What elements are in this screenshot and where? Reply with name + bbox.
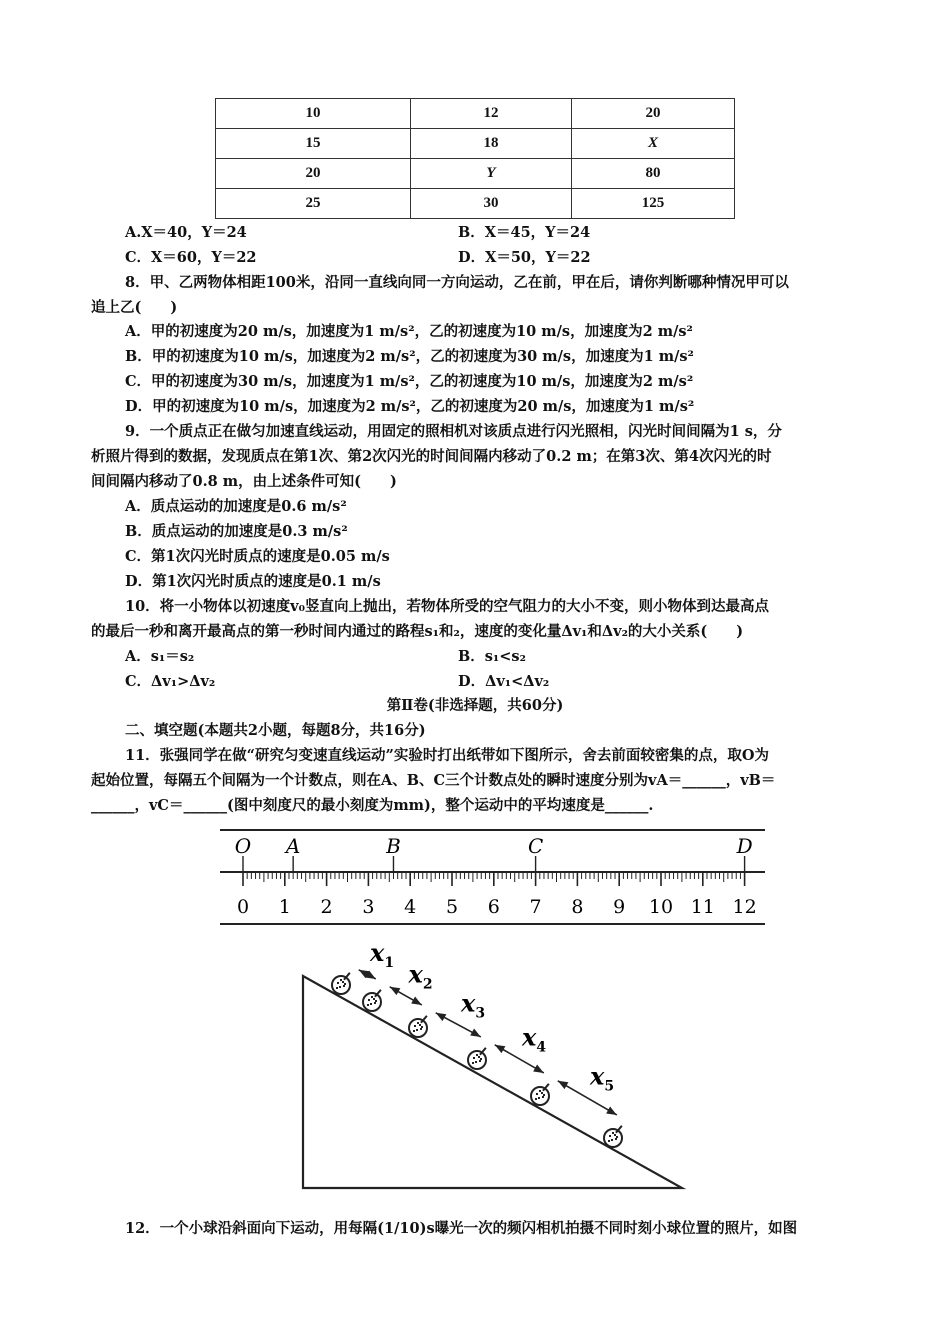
q8-option-a: A．甲的初速度为20 m/s，加速度为1 m/s²，乙的初速度为10 m/s，加速度为2 m/s² — [125, 323, 693, 340]
ruler-number: 1 — [278, 896, 291, 918]
ruler-number: 2 — [320, 896, 333, 918]
ruler-number: 4 — [404, 896, 417, 918]
distance-arrow — [558, 1062, 617, 1115]
table-cell: 12 — [411, 99, 572, 129]
distance-label: $x_3$ — [461, 988, 486, 1022]
tape-points — [235, 834, 753, 872]
q8-option-b: B．甲的初速度为10 m/s，加速度为2 m/s²，乙的初速度为30 m/s，加速度为1 m/s² — [125, 348, 694, 365]
distance-label: $x_5$ — [590, 1061, 615, 1095]
incline-triangle — [303, 976, 682, 1188]
ruler-number: 0 — [236, 896, 250, 918]
part2-title: 第Ⅱ卷(非选择题，共60分) — [386, 697, 564, 714]
distance-arrows — [359, 946, 617, 1115]
point-label: O — [234, 834, 252, 858]
distance-arrow — [495, 1023, 547, 1073]
table-cell: 18 — [411, 129, 572, 159]
q7-option-b: B．X＝45，Y＝24 — [458, 224, 591, 241]
q10-option-d: D．Δv₁<Δv₂ — [458, 673, 550, 690]
table-cell: 20 — [216, 159, 411, 189]
ruler-number: 8 — [571, 896, 584, 918]
q10-stem: 10．将一小物体以初速度v₀竖直向上抛出，若物体所受的空气阻力的大小不变，则小物体到达最高点 — [125, 598, 769, 615]
table-cell: 80 — [572, 159, 735, 189]
ball — [332, 973, 350, 994]
ruler-number: 6 — [487, 896, 500, 918]
q10-option-a: A．s₁＝s₂ — [125, 648, 195, 665]
table-cell: 30 — [411, 189, 572, 219]
q10-option-c: C．Δv₁>Δv₂ — [125, 673, 216, 690]
data-table — [215, 98, 735, 219]
q9-option-a: A．质点运动的加速度是0.6 m/s² — [125, 498, 347, 515]
ruler-number: 9 — [613, 896, 626, 918]
q8-option-c: C．甲的初速度为30 m/s，加速度为1 m/s²，乙的初速度为10 m/s，加速度为2 m/s² — [125, 373, 694, 390]
ball — [468, 1048, 486, 1069]
q8-stem-cont: 追上乙( ) — [91, 299, 178, 316]
section-heading: 二、填空题(本题共2小题，每题8分，共16分) — [125, 722, 426, 739]
ruler-numbers — [237, 896, 757, 918]
table-row — [216, 159, 735, 189]
ball — [531, 1084, 549, 1105]
table-cell: 20 — [572, 99, 735, 129]
ruler-number: 3 — [362, 896, 375, 918]
point-label: A — [285, 834, 301, 858]
distance-label: $x_4$ — [522, 1022, 547, 1056]
ruler-number: 5 — [445, 896, 459, 918]
q11-stem-cont: ______，vC＝______(图中刻度尺的最小刻度为mm)，整个运动中的平均速度是______. — [91, 797, 654, 814]
q7-option-c: C．X＝60，Y＝22 — [125, 249, 257, 266]
table-cell: X — [572, 129, 735, 159]
ruler-ticks — [243, 872, 745, 886]
ruler-number: 7 — [529, 896, 542, 918]
distance-label: $x_2$ — [408, 959, 433, 993]
balls — [332, 973, 622, 1147]
q9-stem: 9．一个质点正在做匀加速直线运动，用固定的照相机对该质点进行闪光照相，闪光时间间隔为1 s，分 — [125, 423, 782, 440]
table-row — [216, 99, 735, 129]
table-cell: 10 — [216, 99, 411, 129]
point-label: B — [386, 834, 401, 858]
point-label: C — [527, 834, 544, 858]
q11-stem-cont: 起始位置，每隔五个间隔为一个计数点，则在A、B、C三个计数点处的瞬时速度分别为vA＝______，vB＝ — [91, 772, 776, 789]
ruler-number: 12 — [732, 896, 757, 918]
q9-option-c: C．第1次闪光时质点的速度是0.05 m/s — [125, 548, 390, 565]
table-row — [216, 129, 735, 159]
q9-option-d: D．第1次闪光时质点的速度是0.1 m/s — [125, 573, 381, 590]
table-cell: 125 — [572, 189, 735, 219]
q12-stem: 12．一个小球沿斜面向下运动，用每隔(1/10)s曝光一次的频闪相机拍摄不同时刻小球位置的照片，如图 — [125, 1220, 798, 1237]
q8-stem: 8．甲、乙两物体相距100米，沿同一直线向同一方向运动，乙在前，甲在后，请你判断哪种情况甲可以 — [125, 274, 789, 291]
table-cell: Y — [411, 159, 572, 189]
q9-stem-cont: 间间隔内移动了0.8 m，由上述条件可知( ) — [91, 473, 397, 490]
incline-figure — [290, 946, 700, 1196]
ball — [409, 1016, 427, 1037]
ruler-number: 11 — [690, 896, 715, 918]
table-cell: 15 — [216, 129, 411, 159]
distance-arrow — [436, 989, 485, 1037]
q9-stem-cont: 析照片得到的数据，发现质点在第1次、第2次闪光的时间间隔内移动了0.2 m；在第3次、第4次闪光的时 — [91, 448, 772, 465]
distance-label: $x_1$ — [370, 946, 395, 972]
q10-option-b: B．s₁<s₂ — [458, 648, 526, 665]
q7-option-a: A.X＝40，Y＝24 — [125, 224, 247, 241]
point-label: D — [736, 834, 753, 858]
distance-arrow — [390, 960, 433, 1005]
ruler-number: 10 — [648, 896, 674, 918]
q11-stem: 11．张强同学在做“研究匀变速直线运动”实验时打出纸带如下图所示，舍去前面较密集的点，取O为 — [125, 747, 769, 764]
ball — [363, 990, 381, 1011]
ruler-figure — [210, 826, 770, 930]
distance-arrow — [359, 946, 394, 979]
q7-option-d: D．X＝50，Y＝22 — [458, 249, 591, 266]
q8-option-d: D．甲的初速度为10 m/s，加速度为2 m/s²，乙的初速度为20 m/s，加速度为1 m/s² — [125, 398, 695, 415]
q10-stem-cont: 的最后一秒和离开最高点的第一秒时间内通过的路程s₁和₂，速度的变化量Δv₁和Δv₂的大小关系( ) — [91, 623, 744, 640]
q9-option-b: B．质点运动的加速度是0.3 m/s² — [125, 523, 348, 540]
table-cell: 25 — [216, 189, 411, 219]
table-row — [216, 189, 735, 219]
ball — [604, 1126, 622, 1147]
